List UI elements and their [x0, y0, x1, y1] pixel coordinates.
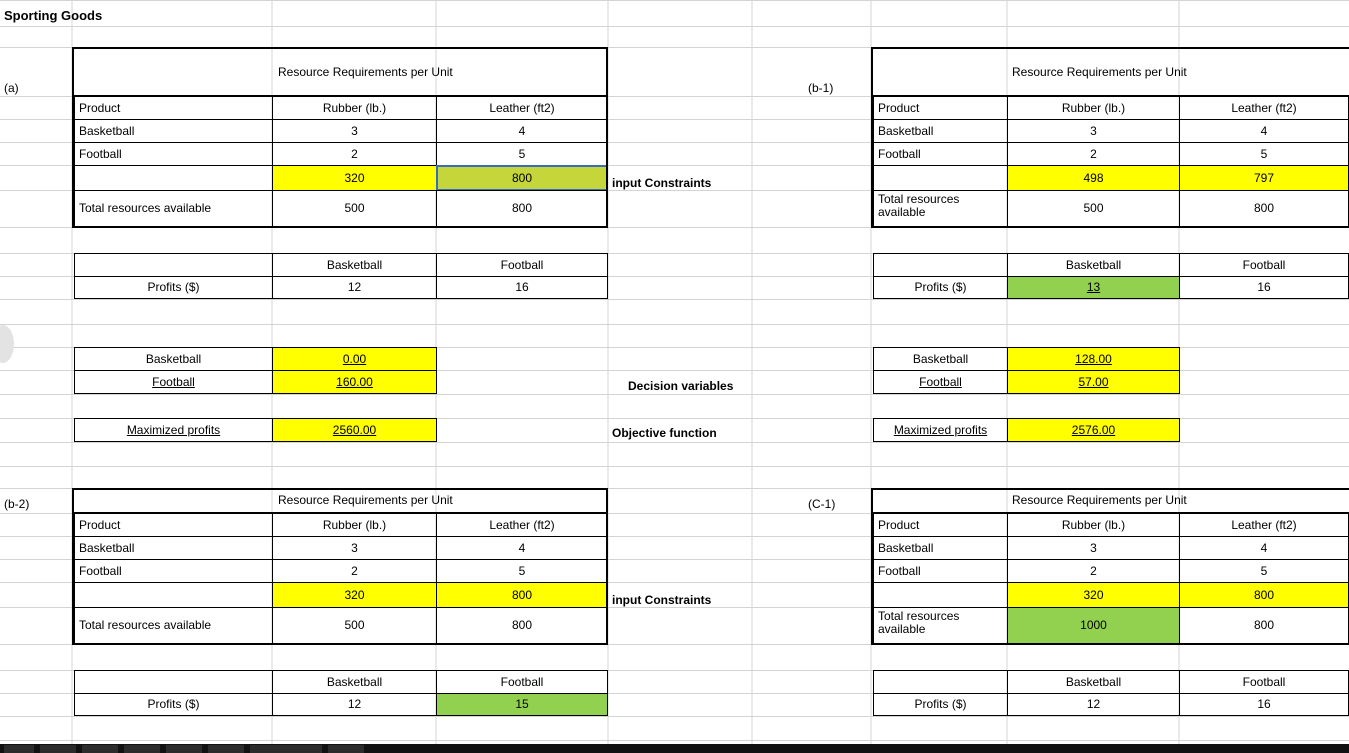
b1-col-leather[interactable]: Leather (ft2)	[1179, 96, 1349, 120]
b2-basketball-leather[interactable]: 4	[436, 536, 608, 560]
b1-max-profit-value[interactable]: 2576.00	[1007, 418, 1180, 442]
b1-profit-hdr-football[interactable]: Football	[1179, 253, 1349, 277]
a-header-title: Resource Requirements per Unit	[278, 64, 453, 79]
b2-total-rubber[interactable]: 500	[272, 607, 437, 644]
b1-used-leather[interactable]: 797	[1179, 165, 1349, 191]
taskbar-item[interactable]	[82, 745, 118, 753]
b1-profit-basketball[interactable]: 13	[1007, 276, 1180, 299]
a-basketball-leather[interactable]: 4	[436, 119, 608, 143]
section-label-c1: (C-1)	[808, 496, 836, 511]
c1-basketball-rubber[interactable]: 3	[1007, 536, 1180, 560]
b2-row-football[interactable]: Football	[74, 559, 273, 583]
a-profit-football[interactable]: 16	[436, 276, 608, 299]
c1-col-leather[interactable]: Leather (ft2)	[1179, 513, 1349, 537]
b1-col-rubber[interactable]: Rubber (lb.)	[1007, 96, 1180, 120]
c1-football-leather[interactable]: 5	[1179, 559, 1349, 583]
c1-row-football[interactable]: Football	[873, 559, 1008, 583]
b2-profit-football[interactable]: 15	[436, 693, 608, 716]
a-total-leather[interactable]: 800	[436, 190, 608, 227]
taskbar-item[interactable]	[40, 745, 76, 753]
a-max-profit-label[interactable]: Maximized profits	[74, 418, 273, 442]
b2-row-basketball[interactable]: Basketball	[74, 536, 273, 560]
b2-total-leather[interactable]: 800	[436, 607, 608, 644]
c1-basketball-leather[interactable]: 4	[1179, 536, 1349, 560]
b1-dv-label-football[interactable]: Football	[873, 370, 1008, 394]
a-col-leather[interactable]: Leather (ft2)	[436, 96, 608, 120]
c1-profit-basketball[interactable]: 12	[1007, 693, 1180, 716]
c1-col-rubber[interactable]: Rubber (lb.)	[1007, 513, 1180, 537]
section-label-b2: (b-2)	[4, 496, 30, 511]
b1-profit-football[interactable]: 16	[1179, 276, 1349, 299]
b1-profit-blank[interactable]	[873, 253, 1008, 277]
b1-total-leather[interactable]: 800	[1179, 190, 1349, 227]
section-label-a: (a)	[4, 80, 19, 95]
b2-col-rubber[interactable]: Rubber (lb.)	[272, 513, 437, 537]
b2-total-label[interactable]: Total resources available	[74, 607, 273, 644]
a-used-leather[interactable]: 800	[436, 165, 608, 191]
a-used-label[interactable]	[74, 165, 273, 191]
b2-col-product[interactable]: Product	[74, 513, 273, 537]
a-profit-basketball[interactable]: 12	[272, 276, 437, 299]
taskbar-item[interactable]	[208, 745, 244, 753]
a-profit-blank[interactable]	[74, 253, 273, 277]
sheet-title: Sporting Goods	[4, 7, 103, 23]
b1-used-rubber[interactable]: 498	[1007, 165, 1180, 191]
b1-dv-football[interactable]: 57.00	[1007, 370, 1180, 394]
a-football-leather[interactable]: 5	[436, 142, 608, 166]
a-profit-hdr-football[interactable]: Football	[436, 253, 608, 277]
b2-profit-basketball[interactable]: 12	[272, 693, 437, 716]
a-profit-label[interactable]: Profits ($)	[74, 276, 273, 299]
b1-max-profit-label[interactable]: Maximized profits	[873, 418, 1008, 442]
b1-row-football[interactable]: Football	[873, 142, 1008, 166]
b1-col-product[interactable]: Product	[873, 96, 1008, 120]
b1-dv-label-basketball[interactable]: Basketball	[873, 347, 1008, 371]
b1-profit-label[interactable]: Profits ($)	[873, 276, 1008, 299]
b1-row-basketball[interactable]: Basketball	[873, 119, 1008, 143]
b2-header-title: Resource Requirements per Unit	[278, 492, 453, 507]
b2-profit-blank[interactable]	[74, 670, 273, 694]
b2-col-leather[interactable]: Leather (ft2)	[436, 513, 608, 537]
b2-used-label[interactable]	[74, 582, 273, 608]
c1-profit-blank[interactable]	[873, 670, 1008, 694]
taskbar-item[interactable]	[124, 745, 160, 753]
b2-profit-label[interactable]: Profits ($)	[74, 693, 273, 716]
c1-profit-hdr-basketball[interactable]: Basketball	[1007, 670, 1180, 694]
b1-total-rubber[interactable]: 500	[1007, 190, 1180, 227]
a-max-profit-value[interactable]: 2560.00	[272, 418, 437, 442]
a-dv-football[interactable]: 160.00	[272, 370, 437, 394]
c1-profit-label[interactable]: Profits ($)	[873, 693, 1008, 716]
a-row-football[interactable]: Football	[74, 142, 273, 166]
a-col-rubber[interactable]: Rubber (lb.)	[272, 96, 437, 120]
a-football-rubber[interactable]: 2	[272, 142, 437, 166]
c1-football-rubber[interactable]: 2	[1007, 559, 1180, 583]
c1-used-label[interactable]	[873, 582, 1008, 608]
a-dv-basketball[interactable]: 0.00	[272, 347, 437, 371]
b2-basketball-rubber[interactable]: 3	[272, 536, 437, 560]
input-constraints-note-b2: input Constraints	[612, 592, 712, 607]
c1-used-leather[interactable]: 800	[1179, 582, 1349, 608]
taskbar-item[interactable]	[4, 745, 34, 753]
b1-basketball-leather[interactable]: 4	[1179, 119, 1349, 143]
a-profit-hdr-basketball[interactable]: Basketball	[272, 253, 437, 277]
b1-total-label[interactable]: Total resources available	[873, 190, 1008, 227]
c1-header-title: Resource Requirements per Unit	[1012, 492, 1187, 507]
b1-football-leather[interactable]: 5	[1179, 142, 1349, 166]
c1-row-basketball[interactable]: Basketball	[873, 536, 1008, 560]
taskbar	[0, 744, 1349, 753]
b2-used-rubber[interactable]: 320	[272, 582, 437, 608]
section-label-b1: (b-1)	[808, 80, 834, 95]
b2-football-leather[interactable]: 5	[436, 559, 608, 583]
b1-header-title: Resource Requirements per Unit	[1012, 64, 1187, 79]
c1-profit-hdr-football[interactable]: Football	[1179, 670, 1349, 694]
a-total-rubber[interactable]: 500	[272, 190, 437, 227]
objective-function-note: Objective function	[612, 425, 717, 440]
b2-profit-hdr-basketball[interactable]: Basketball	[272, 670, 437, 694]
c1-total-rubber[interactable]: 1000	[1007, 607, 1180, 644]
b2-profit-hdr-football[interactable]: Football	[436, 670, 608, 694]
a-row-basketball[interactable]: Basketball	[74, 119, 273, 143]
a-total-label[interactable]: Total resources available	[74, 190, 273, 227]
c1-col-product[interactable]: Product	[873, 513, 1008, 537]
b2-football-rubber[interactable]: 2	[272, 559, 437, 583]
b2-used-leather[interactable]: 800	[436, 582, 608, 608]
a-dv-label-basketball[interactable]: Basketball	[74, 347, 273, 371]
taskbar-item[interactable]	[328, 745, 364, 753]
decision-variables-note: Decision variables	[628, 378, 734, 393]
input-constraints-note: input Constraints	[612, 175, 712, 190]
c1-used-rubber[interactable]: 320	[1007, 582, 1180, 608]
b1-basketball-rubber[interactable]: 3	[1007, 119, 1180, 143]
c1-total-leather[interactable]: 800	[1179, 607, 1349, 644]
a-basketball-rubber[interactable]: 3	[272, 119, 437, 143]
b1-dv-basketball[interactable]: 128.00	[1007, 347, 1180, 371]
a-dv-label-football[interactable]: Football	[74, 370, 273, 394]
b1-football-rubber[interactable]: 2	[1007, 142, 1180, 166]
b1-used-label[interactable]	[873, 165, 1008, 191]
b1-profit-hdr-basketball[interactable]: Basketball	[1007, 253, 1180, 277]
taskbar-item[interactable]	[250, 745, 322, 753]
a-col-product[interactable]: Product	[74, 96, 273, 120]
a-used-rubber[interactable]: 320	[272, 165, 437, 191]
c1-total-label[interactable]: Total resources available	[873, 607, 1008, 644]
c1-profit-football[interactable]: 16	[1179, 693, 1349, 716]
taskbar-item[interactable]	[166, 745, 202, 753]
